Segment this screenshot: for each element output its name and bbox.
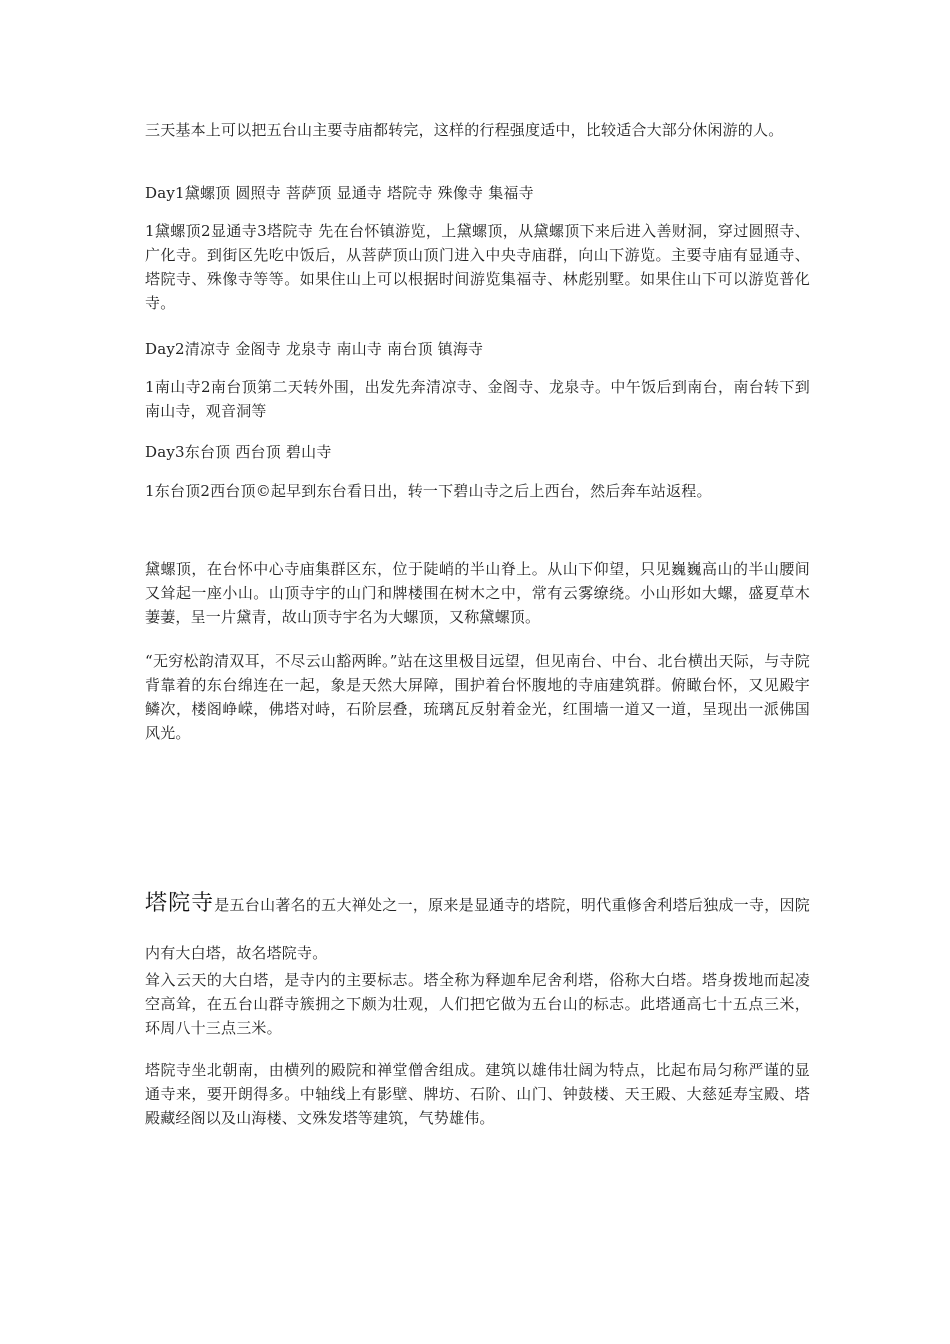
day3-title: Day3东台顶 西台顶 碧山寺 (145, 443, 332, 461)
tayuansi-paragraph-1: 耸入云天的大白塔，是寺内的主要标志。塔全称为释迦牟尼舍利塔，俗称大白塔。塔身拨地而起凌空高耸，在五台山群寺簇拥之下颇为壮观，人们把它做为五台山的标志。此塔通高七十五点三米，环周八十三点三米。 (145, 971, 810, 1037)
day2-title: Day2清凉寺 金阁寺 龙泉寺 南山寺 南台顶 镇海寺 (145, 340, 484, 358)
dailuoding-paragraph-2: “无穷松韵清双耳，不尽云山豁两眸。”站在这里极目远望，但见南台、中台、北台横出天际，与寺院背靠着的东台绵连在一起，象是天然大屏障，围护着台怀腹地的寺庙建筑群。俯瞰台怀，又见殿宇鳞次，楼阁峥嵘，佛塔对峙，石阶层叠，琉璃瓦反射着金光，红围墙一道又一道，呈现出一派佛国风光。 (145, 652, 810, 742)
tayuansi-lead-paragraph (145, 880, 810, 977)
intro-paragraph: 三天基本上可以把五台山主要寺庙都转完，这样的行程强度适中，比较适合大部分休闲游的人。 (145, 121, 784, 139)
day3-detail: 1东台顶2西台顶©起早到东台看日出，转一下碧山寺之后上西台，然后奔车站返程。 (145, 482, 712, 500)
tayuansi-heading: 塔院寺 (145, 891, 215, 916)
day2-detail: 1南山寺2南台顶第二天转外围，出发先奔清凉寺、金阁寺、龙泉寺。中午饭后到南台，南台转下到南山寺，观音洞等 (145, 378, 810, 420)
day1-title: Day1黛螺顶 圆照寺 菩萨顶 显通寺 塔院寺 殊像寺 集福寺 (145, 184, 534, 202)
day1-detail: 1黛螺顶2显通寺3塔院寺 先在台怀镇游览，上黛螺顶，从黛螺顶下来后进入善财洞，穿过圆照寺、广化寺。到街区先吃中饭后，从菩萨顶山顶门进入中央寺庙群，向山下游览。主要寺庙有显通寺、塔院寺、殊像寺等等。如果住山上可以根据时间游览集福寺、林彪别墅。如果住山下可以游览普化寺。 (145, 222, 810, 312)
tayuansi-paragraph-2: 塔院寺坐北朝南，由横列的殿院和禅堂僧舍组成。建筑以雄伟壮阔为特点，比起布局匀称严谨的显通寺来，要开朗得多。中轴线上有影壁、牌坊、石阶、山门、钟鼓楼、天王殿、大慈延寿宝殿、塔殿藏经阁以及山海楼、文殊发塔等建筑，气势雄伟。 (145, 1061, 810, 1127)
dailuoding-paragraph-1: 黛螺顶，在台怀中心寺庙集群区东，位于陡峭的半山脊上。从山下仰望，只见巍巍高山的半山腰间又耸起一座小山。山顶寺宇的山门和牌楼围在树木之中，常有云雾缭绕。小山形如大螺，盛夏草木萋萋，呈一片黛青，故山顶寺宇名为大螺顶，又称黛螺顶。 (145, 560, 810, 626)
tayuansi-lead-text: 是五台山著名的五大禅处之一，原来是显通寺的塔院，明代重修舍利塔后独成一寺，因院内有大白塔，故名塔院寺。 (145, 896, 810, 962)
